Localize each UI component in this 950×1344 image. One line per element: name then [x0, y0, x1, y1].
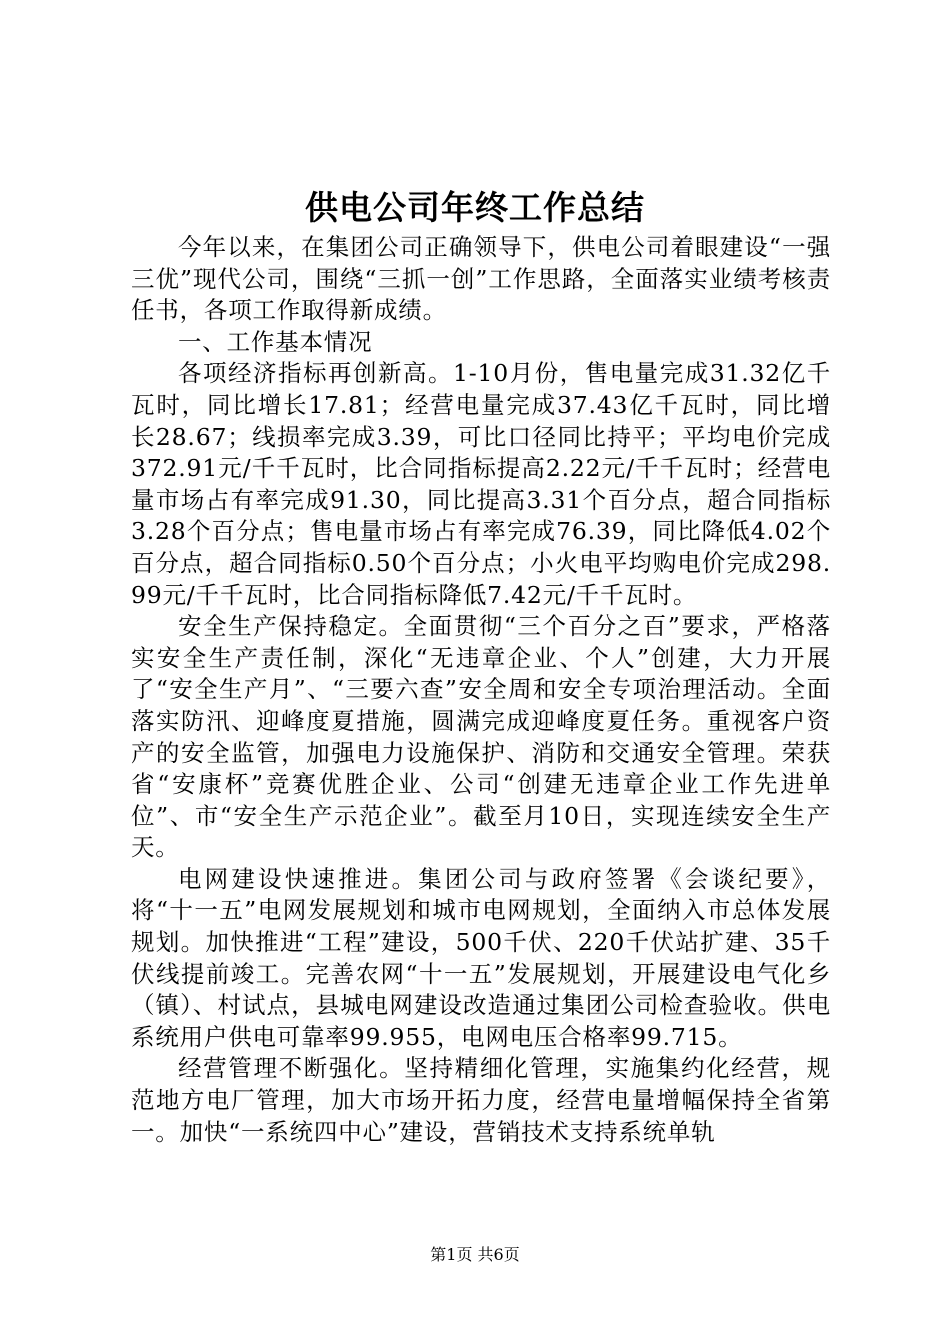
- section-heading: 一、工作基本情况: [178, 327, 373, 356]
- page-footer: 第1页 共6页: [430, 1245, 520, 1264]
- paragraph-grid-construction: 电网建设快速推进。集团公司与政府签署《会谈纪要》，将“十一五”电网发展规划和城市电网规划，全面纳入市总体发展规划。加快推进“工程”建设，500千伏、220千伏站扩建、35千伏线提前竣工。完善农网“十一五”发展规划，开展建设电气化乡（镇）、村试点，县城电网建设改造通过集团公司检查验收。供电系统用户供电可靠率99.955，电网电压合格率99.715。: [131, 864, 831, 1051]
- paragraph-safety-production: 安全生产保持稳定。全面贯彻“三个百分之百”要求，严格落实安全生产责任制，深化“无违章企业、个人”创建，大力开展了“安全生产月”、“三要六查”安全周和安全专项治理活动。全面落实防汛、迎峰度夏措施，圆满完成迎峰度夏任务。重视客户资产的安全监管，加强电力设施保护、消防和交通安全管理。荣获省“安康杯”竞赛优胜企业、公司“创建无违章企业工作先进单位”、市“安全生产示范企业”。截至月10日，实现连续安全生产天。: [131, 612, 831, 862]
- document-body: [131, 232, 831, 1148]
- paragraph-operations-management: 经营管理不断强化。坚持精细化管理，实施集约化经营，规范地方电厂管理，加大市场开拓力度，经营电量增幅保持全省第一。加快“一系统四中心”建设，营销技术支持系统单轨: [131, 1054, 831, 1146]
- intro-paragraph: 今年以来，在集团公司正确领导下，供电公司着眼建设“一强三优”现代公司，围绕“三抓一创”工作思路，全面落实业绩考核责任书，各项工作取得新成绩。: [131, 233, 831, 325]
- paragraph-economic-indicators: 各项经济指标再创新高。1-10月份，售电量完成31.32亿千瓦时，同比增长17.81；经营电量完成37.43亿千瓦时，同比增长28.67；线损率完成3.39，可比口径同比持平；平均电价完成372.91元/千千瓦时，比合同指标提高2.22元/千千瓦时；经营电量市场占有率完成91.30，同比提高3.31个百分点，超合同指标3.28个百分点；售电量市场占有率完成76.39，同比降低4.02个百分点，超合同指标0.50个百分点；小火电平均购电价完成298.99元/千千瓦时，比合同指标降低7.42元/千千瓦时。: [131, 359, 831, 609]
- document-title: 供电公司年终工作总结: [305, 188, 645, 227]
